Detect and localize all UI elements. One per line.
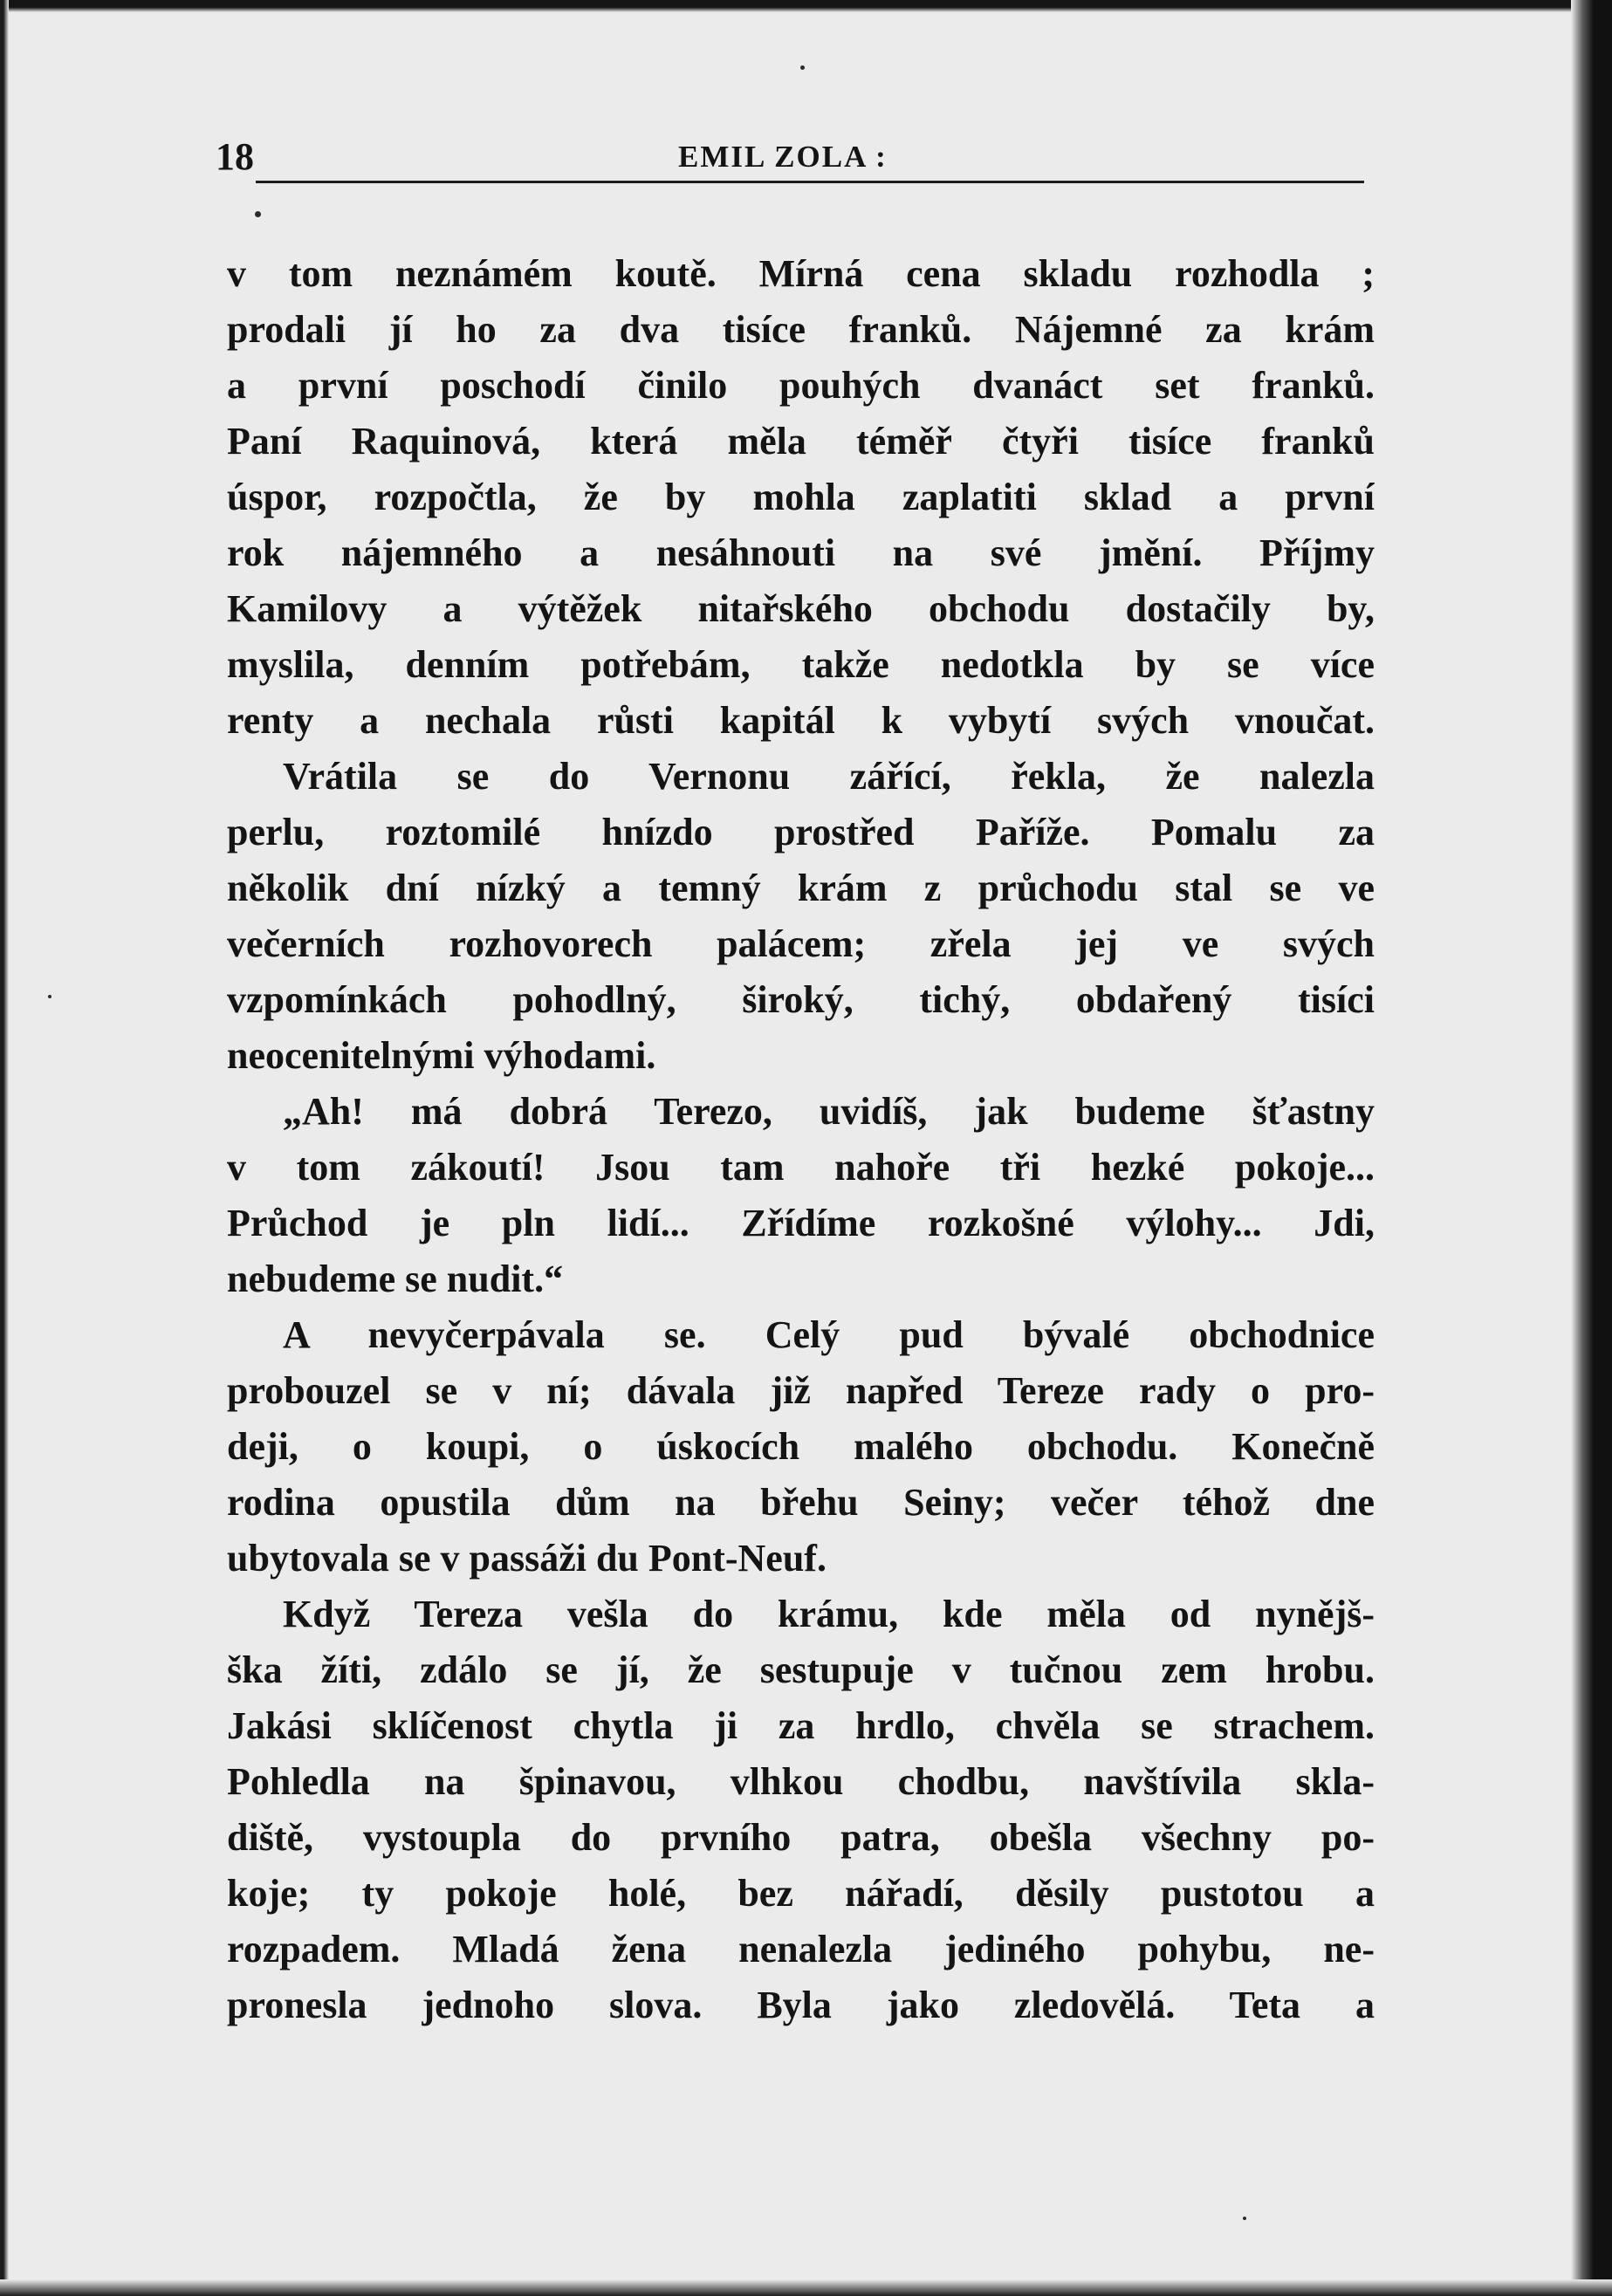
scan-border-left [0,0,9,2296]
text-line: Vrátila se do Vernonu zářící, řekla, že nalezla [283,755,1375,798]
text-line: v tom zákoutí! Jsou tam nahoře tři hezké pokoje... [227,1146,1375,1189]
text-line: Pohledla na špinavou, vlhkou chodbu, navštívila skla- [227,1760,1375,1803]
text-line: perlu, roztomilé hnízdo prostřed Paříže. Pomalu za [227,811,1375,853]
text-line: pronesla jednoho slova. Byla jako zledovělá. Teta a [227,1984,1375,2026]
scan-speck [48,995,51,998]
scan-speck [800,65,805,70]
text-line: rok nájemného a nesáhnouti na své jmění. Příjmy [227,531,1375,574]
body-text [227,246,1375,2033]
text-line: večerních rozhovorech palácem; zřela jej ve svých [227,922,1375,965]
scan-border-right [1571,0,1612,2296]
text-line: ubytovala se v passáži du Pont-Neuf. [227,1537,827,1580]
text-line: ška žíti, zdálo se jí, že sestupuje v tučnou zem hrobu. [227,1648,1375,1691]
text-line: Když Tereza vešla do krámu, kde měla od nynějš- [283,1593,1375,1635]
scan-border-bottom [0,2279,1612,2296]
text-line: koje; ty pokoje holé, bez nářadí, děsily pustotou a [227,1872,1375,1915]
scan-border-top [0,0,1612,12]
text-line: myslila, denním potřebám, takže nedotkla by se více [227,643,1375,686]
text-line: prodali jí ho za dva tisíce franků. Nájemné za krám [227,308,1375,351]
text-line: A nevyčerpávala se. Celý pud bývalé obchodnice [283,1313,1375,1356]
scan-speck [1243,2217,1246,2220]
text-line: vzpomínkách pohodlný, široký, tichý, obdařený tisíci [227,978,1375,1021]
text-line: Kamilovy a výtěžek nitařského obchodu dostačily by, [227,587,1375,630]
text-line: nebudeme se nudit.“ [227,1258,564,1300]
text-line: „Ah! má dobrá Terezo, uvidíš, jak budeme šťastny [283,1090,1375,1133]
text-line: několik dní nízký a temný krám z průchodu stal se ve [227,867,1375,909]
text-line: rozpadem. Mladá žena nenalezla jediného pohybu, ne- [227,1928,1375,1970]
text-line: probouzel se v ní; dávala již napřed Tereze rady o pro- [227,1369,1375,1412]
text-line: renty a nechala růsti kapitál k vybytí svých vnoučat. [227,699,1375,742]
text-line: neocenitelnými výhodami. [227,1034,656,1077]
page-number: 18 [216,135,254,178]
text-line: rodina opustila dům na břehu Seiny; večer téhož dne [227,1481,1375,1524]
text-line: v tom neznámém koutě. Mírná cena skladu rozhodla ; [227,252,1375,295]
text-line: úspor, rozpočtla, že by mohla zaplatiti sklad a první [227,476,1375,518]
text-line: deji, o koupi, o úskocích malého obchodu. Konečně [227,1425,1375,1468]
scan-speck [255,211,261,217]
header-rule [256,181,1364,183]
text-line: diště, vystoupla do prvního patra, obešla všechny po- [227,1816,1375,1859]
running-title: EMIL ZOLA : [678,140,888,174]
running-header [216,131,1363,183]
text-line: Průchod je pln lidí... Zřídíme rozkošné výlohy... Jdi, [227,1202,1375,1244]
text-line: a první poschodí činilo pouhých dvanáct set franků. [227,364,1375,407]
text-line: Jakási sklíčenost chytla ji za hrdlo, chvěla se strachem. [227,1704,1375,1747]
text-line: Paní Raquinová, která měla téměř čtyři tisíce franků [227,420,1375,463]
